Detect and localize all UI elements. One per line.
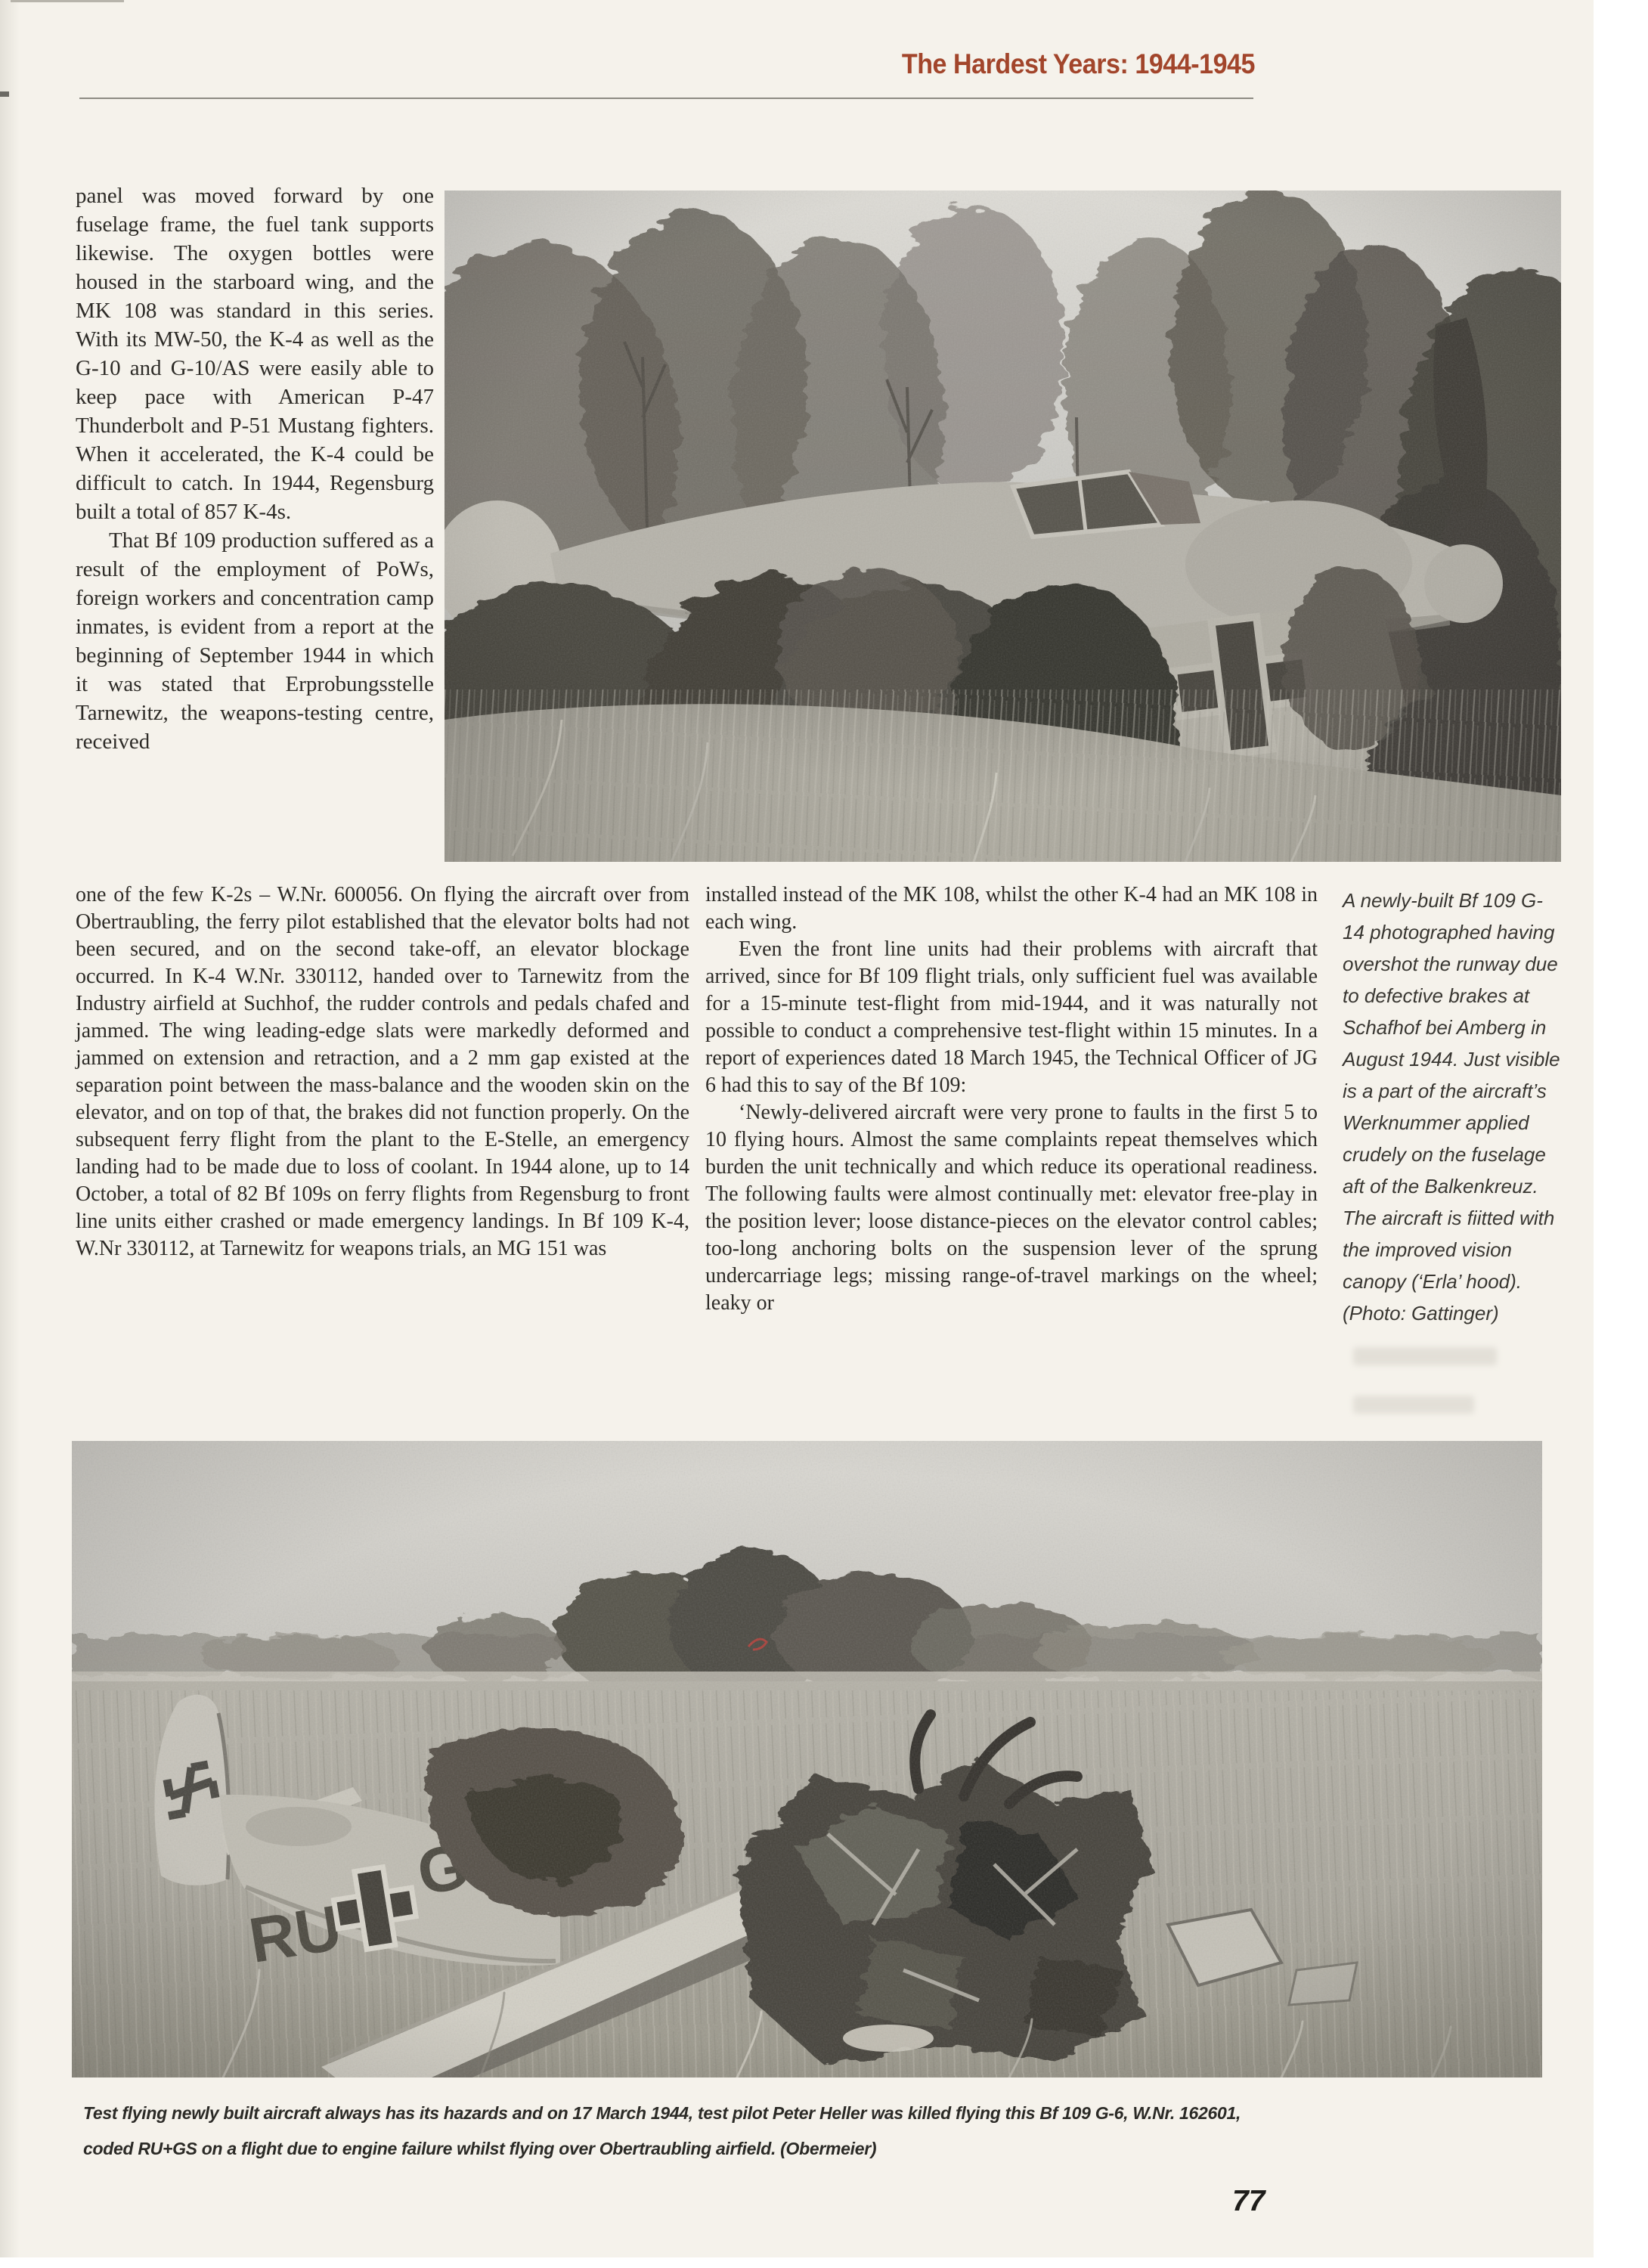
- paragraph: That Bf 109 production suffered as a result of the employment of PoWs, foreign workers and concentration camp inmates, is evident from a report at the beginning of September 1944 in which it was stated that Erprobungsstelle Tarnewitz, the weapons-testing centre, received: [76, 528, 434, 754]
- running-header: The Hardest Years: 1944-1945: [901, 48, 1255, 79]
- photo-caption-bottom: Test flying newly built aircraft always has its hazards and on 17 March 1944, test pilot Peter Heller was killed flying this Bf 109 G-6, W.Nr. 162601, coded RU+GS on a flight due to engine failure whilst flying over Obertraubling airfield. (Obermeier): [83, 2103, 1241, 2158]
- paragraph: panel was moved forward by one fuselage frame, the fuel tank supports likewise. The oxygen bottles were housed in the starboard wing, and the MK 108 was standard in this series. With its MW-50, the K-4 as well as the G-10 and G-10/AS were easily able to keep pace with American P-47 Thunderbolt and P-51 Mustang fighters. When it accelerated, the K-4 could be difficult to catch. In 1944, Regensburg built a total of 857 K-4s.: [76, 184, 434, 524]
- middle-column: [705, 881, 1318, 1317]
- vignette: [72, 1441, 1542, 2077]
- photo-bf109-g6-wreck: [72, 1441, 1542, 2077]
- paragraph: Even the front line units had their problems with aircraft that arrived, since for Bf 109 flight trials, only sufficient fuel was available for a 15-minute test-flight from mid-1944, and it was naturally not possible to conduct a comprehensive test-flight within 15 minutes. In a report of experiences dated 18 March 1945, the Technical Officer of JG 6 had this to say of the Bf 109:: [705, 937, 1318, 1097]
- photo-bf109-g14-overshoot: [445, 191, 1561, 862]
- print-bleed-through: [1353, 1396, 1474, 1414]
- photo-caption-sidebar: A newly-built Bf 109 G-14 photographed having overshot the runway due to defective brakes at Schafhof bei Amberg in August 1944. Just visible is a part of the aircraft’s Werknummer applied crudely on the fuselage aft of the Balkenkreuz. The aircraft is fiitted with the improved vision canopy (‘Erla’ hood). (Photo: Gattinger): [1343, 889, 1560, 1325]
- vignette: [445, 191, 1561, 862]
- paragraph: one of the few K-2s – W.Nr. 600056. On flying the aircraft over from Obertraubling, the ferry pilot established that the elevator bolts had not been secured, and on the second take-off, an elevator blockage occurred. In K-4 W.Nr. 330112, handed over to Tarnewitz from the Industry airfield at Suchhof, the rudder controls and pedals chafed and jammed. The wing leading-edge slats were markedly deformed and jammed on extension and retraction, and a 2 mm gap existed at the separation point between the mass-balance and the wooden skin on the elevator, and on top of that, the brakes did not function properly. On the subsequent ferry flight from the plant to the E-Stelle, an emergency landing had to be made due to loss of coolant. In 1944 alone, up to 14 October, a total of 82 Bf 109s on ferry flights from Regensburg to front line units either crashed or made emergency landings. In Bf 109 K-4, W.Nr 330112, at Tarnewitz for weapons trials, an MG 151 was: [76, 883, 689, 1260]
- left-column-upper: [76, 181, 434, 756]
- print-bleed-through: [1353, 1347, 1497, 1365]
- paragraph: ‘Newly-delivered aircraft were very prone to faults in the first 5 to 10 flying hours. Almost the same complaints repeat themselves which burden the unit technically and which reduce its operational readiness. The following faults were almost continually met: elevator free-play in the position lever; loose distance-pieces on the elevator control cables; too-long anchoring bolts on the suspension lever of the sprung undercarriage legs; missing range-of-travel markings on the wheel; leaky or: [705, 1101, 1318, 1315]
- left-column-lower: [76, 881, 689, 1263]
- scan-artifact: [0, 91, 9, 97]
- header-rule: [79, 98, 1253, 99]
- page-number: 77: [1232, 2185, 1265, 2217]
- paragraph: installed instead of the MK 108, whilst the other K-4 had an MK 108 in each wing.: [705, 883, 1318, 934]
- scan-edge-shadow: [0, 0, 20, 2257]
- scan-artifact: [11, 0, 124, 2]
